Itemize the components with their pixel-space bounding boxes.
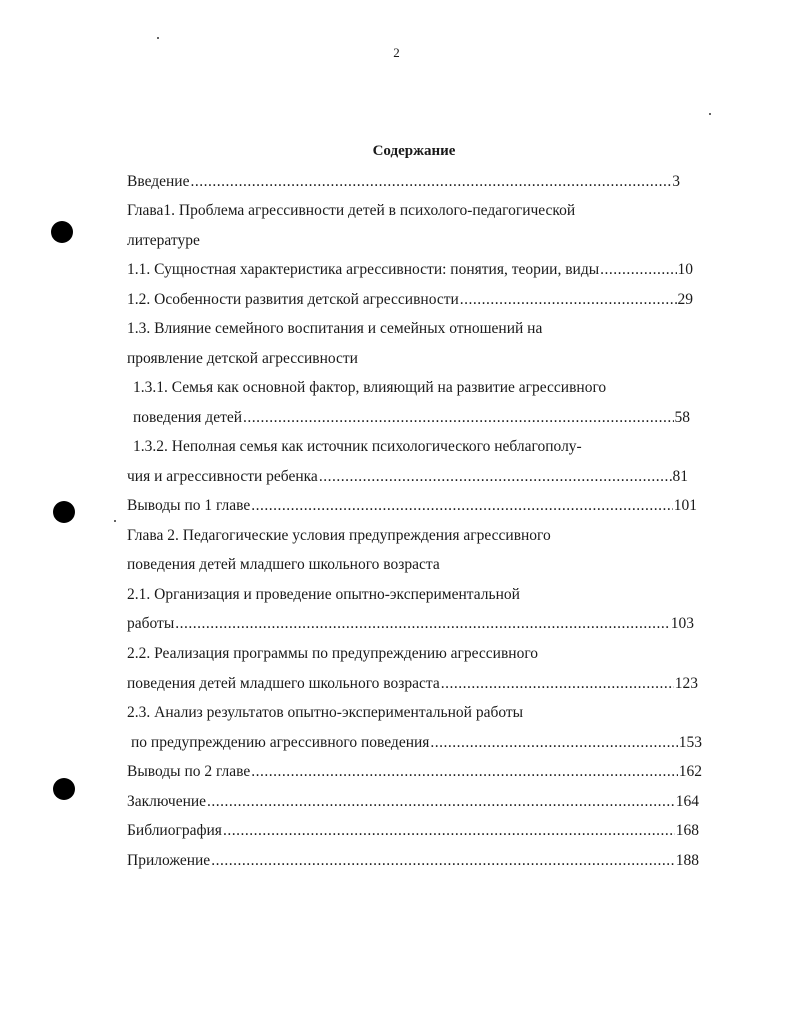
toc-entry-page: 162 [678,763,702,780]
toc-entry-1-2 [127,288,693,312]
toc-entry-page: 103 [670,615,694,632]
toc-entry-1-1 [127,258,693,282]
toc-entry-intro [127,170,680,194]
toc-heading-chapter-1-cont: литературе [127,232,200,249]
page-number: 2 [393,45,400,60]
toc-entry-label: Приложение [127,852,211,869]
toc-entry-page: 123 [674,675,698,692]
toc-entry-page: 58 [674,409,690,426]
toc-entry-label: работы [127,615,175,632]
leader-dots [211,849,675,873]
toc-heading-chapter-2: Глава 2. Педагогические условия предупреждения агрессивного [127,527,551,544]
leader-dots [223,819,675,843]
scan-speck [157,37,159,39]
toc-entry-page: 29 [677,291,693,308]
toc-heading-2-3: 2.3. Анализ результатов опытно-экспериментальной работы [127,704,524,721]
toc-entry-1-3-1 [133,406,690,430]
toc-heading-chapter-1: Глава1. Проблема агрессивности детей в психолого-педагогической [127,202,576,219]
toc-entry-label: поведения детей младшего школьного возраста [127,675,440,692]
toc-heading-2-1: 2.1. Организация и проведение опытно-экспериментальной [127,586,520,603]
toc-entry-1-3-2 [127,465,688,489]
toc-entry-page: 188 [675,852,699,869]
leader-dots [251,494,672,518]
leader-dots [430,731,677,755]
leader-dots [600,258,676,282]
toc-entry-label: 1.2. Особенности развития детской агрессивности [127,291,459,308]
punch-hole [53,778,75,800]
leader-dots [319,465,672,489]
toc-entry-appendix [127,849,699,873]
toc-entry-2-3 [131,731,702,755]
leader-dots [243,406,673,430]
toc-entry-label: Заключение [127,793,207,810]
toc-entry-label: по предупреждению агрессивного поведения [131,734,430,751]
toc-entry-2-1 [127,612,694,636]
toc-entry-label: Выводы по 2 главе [127,763,251,780]
punch-hole [51,221,73,243]
leader-dots [251,760,677,784]
toc-entry-page: 153 [678,734,702,751]
toc-entry-conclusions-1 [127,494,697,518]
leader-dots [207,790,675,814]
toc-entry-page: 3 [672,173,680,190]
scan-speck [709,113,711,115]
toc-entry-label: 1.1. Сущностная характеристика агрессивности: понятия, теории, виды [127,261,600,278]
toc-entry-label: Выводы по 1 главе [127,497,251,514]
toc-entry-label: чия и агрессивности ребенка [127,468,318,485]
toc-entry-label: Библиография [127,822,222,839]
toc-entry-bibliography [127,819,699,843]
toc-entry-page: 10 [677,261,693,278]
toc-entry-page: 81 [672,468,688,485]
leader-dots [175,612,670,636]
toc-entry-2-2 [127,672,698,696]
toc-heading-1-3-2: 1.3.2. Неполная семья как источник психологического неблагополу- [133,438,582,455]
toc-entry-label: Введение [127,173,190,190]
toc-entry-conclusions-2 [127,760,702,784]
toc-entry-label: поведения детей [133,409,243,426]
toc-entry-page: 101 [673,497,697,514]
scan-speck [114,520,116,522]
toc-entry-conclusion [127,790,699,814]
toc-heading-1-3-cont: проявление детской агрессивности [127,350,358,367]
leader-dots [441,672,674,696]
toc-heading-1-3-1: 1.3.1. Семья как основной фактор, влияющий на развитие агрессивного [133,379,607,396]
punch-hole [53,501,75,523]
toc-title: Содержание [372,143,456,159]
toc-heading-2-2: 2.2. Реализация программы по предупреждению агрессивного [127,645,539,662]
toc-entry-page: 164 [675,793,699,810]
toc-heading-chapter-2-cont: поведения детей младшего школьного возраста [127,556,440,573]
toc-entry-page: 168 [675,822,699,839]
toc-heading-1-3: 1.3. Влияние семейного воспитания и семейных отношений на [127,320,543,337]
leader-dots [460,288,677,312]
leader-dots [190,170,671,194]
